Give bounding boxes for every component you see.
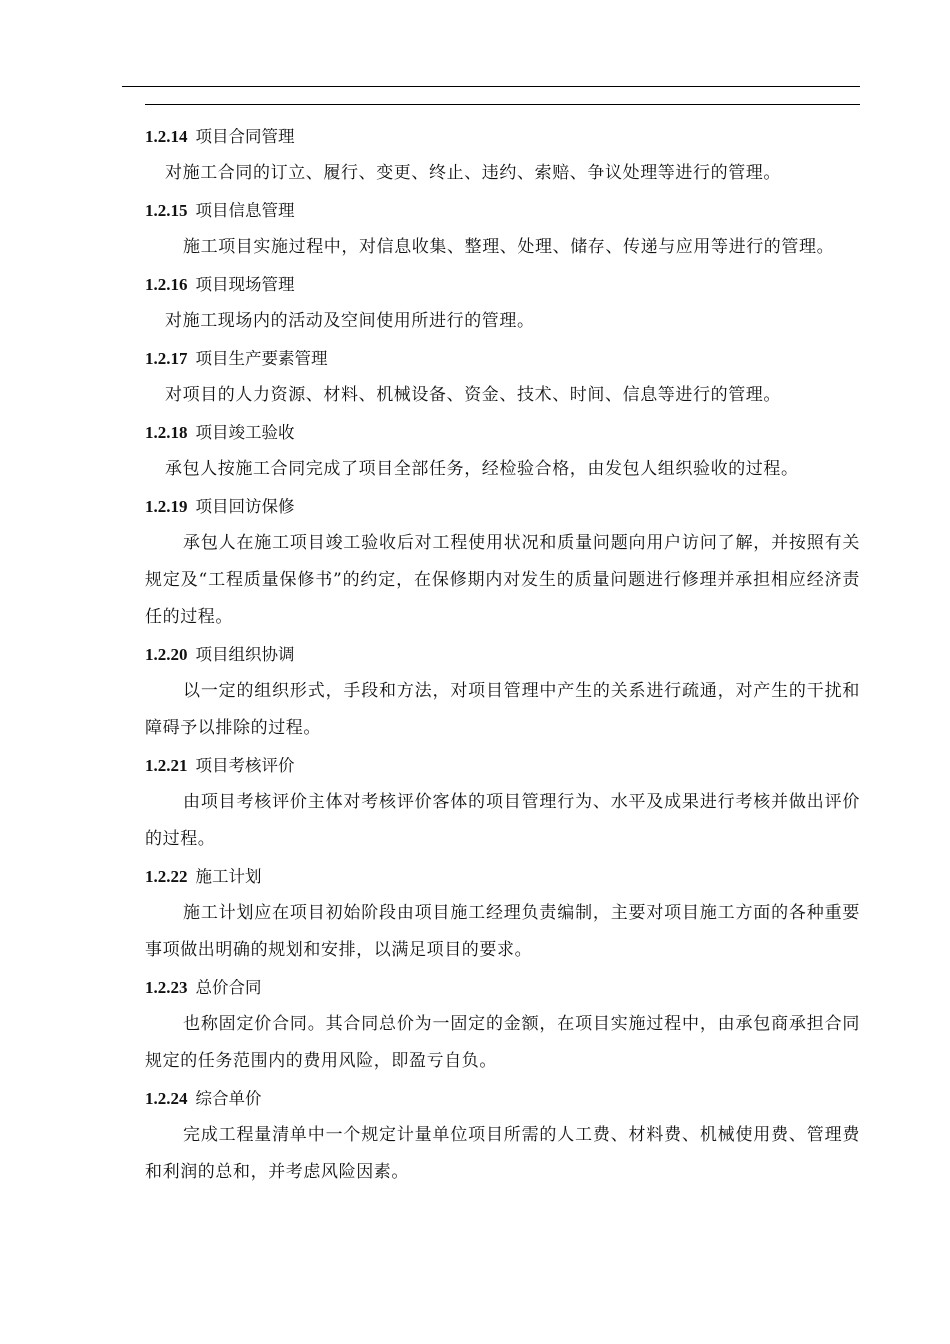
section-body: 完成工程量清单中一个规定计量单位项目所需的人工费、材料费、机械使用费、管理费和利润的总和，并考虑风险因素。 <box>145 1125 860 1182</box>
section-heading <box>145 1080 860 1117</box>
section-body: 施工计划应在项目初始阶段由项目施工经理负责编制，主要对项目施工方面的各种重要事项做出明确的规划和安排，以满足项目的要求。 <box>145 903 860 960</box>
header-rule-top <box>122 86 860 87</box>
section-title: 项目考核评价 <box>195 756 295 775</box>
section-body: 施工项目实施过程中，对信息收集、整理、处理、储存、传递与应用等进行的管理。 <box>183 237 835 257</box>
section-heading <box>145 636 860 673</box>
section-1-2-18 <box>145 414 860 488</box>
section-1-2-22 <box>145 858 860 969</box>
document-body <box>145 118 860 1191</box>
section-1-2-19 <box>145 488 860 636</box>
section-1-2-15 <box>145 192 860 266</box>
section-number: 1.2.19 <box>145 497 188 516</box>
section-heading <box>145 266 860 303</box>
section-number: 1.2.24 <box>145 1089 188 1108</box>
section-number: 1.2.15 <box>145 201 188 220</box>
section-heading <box>145 340 860 377</box>
section-body: 承包人按施工合同完成了项目全部任务，经检验合格，由发包人组织验收的过程。 <box>165 459 799 479</box>
section-heading <box>145 858 860 895</box>
section-number: 1.2.17 <box>145 349 188 368</box>
section-1-2-14 <box>145 118 860 192</box>
section-title: 综合单价 <box>195 1089 262 1108</box>
section-number: 1.2.21 <box>145 756 188 775</box>
section-title: 项目竣工验收 <box>195 423 295 442</box>
section-body: 由项目考核评价主体对考核评价客体的项目管理行为、水平及成果进行考核并做出评价的过程。 <box>145 792 860 849</box>
section-1-2-20 <box>145 636 860 747</box>
section-title: 项目合同管理 <box>195 127 295 146</box>
section-body: 也称固定价合同。其合同总价为一固定的金额，在项目实施过程中，由承包商承担合同规定的任务范围内的费用风险，即盈亏自负。 <box>145 1014 860 1071</box>
section-number: 1.2.22 <box>145 867 188 886</box>
section-heading <box>145 414 860 451</box>
section-title: 项目回访保修 <box>195 497 295 516</box>
section-title: 项目组织协调 <box>195 645 295 664</box>
section-1-2-24 <box>145 1080 860 1191</box>
section-heading <box>145 118 860 155</box>
section-heading <box>145 747 860 784</box>
section-body: 承包人在施工项目竣工验收后对工程使用状况和质量问题向用户访问了解，并按照有关规定及“工程质量保修书”的约定，在保修期内对发生的质量问题进行修理并承担相应经济责任的过程。 <box>145 533 860 627</box>
section-number: 1.2.23 <box>145 978 188 997</box>
section-body: 对施工合同的订立、履行、变更、终止、违约、索赔、争议处理等进行的管理。 <box>165 163 781 183</box>
section-title: 项目生产要素管理 <box>195 349 328 368</box>
section-number: 1.2.18 <box>145 423 188 442</box>
section-number: 1.2.20 <box>145 645 188 664</box>
section-body: 以一定的组织形式，手段和方法，对项目管理中产生的关系进行疏通，对产生的干扰和障碍予以排除的过程。 <box>145 681 860 738</box>
section-1-2-23 <box>145 969 860 1080</box>
section-title: 项目信息管理 <box>195 201 295 220</box>
section-heading <box>145 969 860 1006</box>
section-title: 总价合同 <box>195 978 262 997</box>
header-rule-bottom <box>145 104 860 105</box>
section-title: 施工计划 <box>195 867 262 886</box>
section-1-2-17 <box>145 340 860 414</box>
section-title: 项目现场管理 <box>195 275 295 294</box>
section-number: 1.2.14 <box>145 127 188 146</box>
section-1-2-21 <box>145 747 860 858</box>
section-number: 1.2.16 <box>145 275 188 294</box>
section-heading <box>145 488 860 525</box>
section-heading <box>145 192 860 229</box>
section-body: 对施工现场内的活动及空间使用所进行的管理。 <box>165 311 535 331</box>
section-body: 对项目的人力资源、材料、机械设备、资金、技术、时间、信息等进行的管理。 <box>165 385 781 405</box>
section-1-2-16 <box>145 266 860 340</box>
